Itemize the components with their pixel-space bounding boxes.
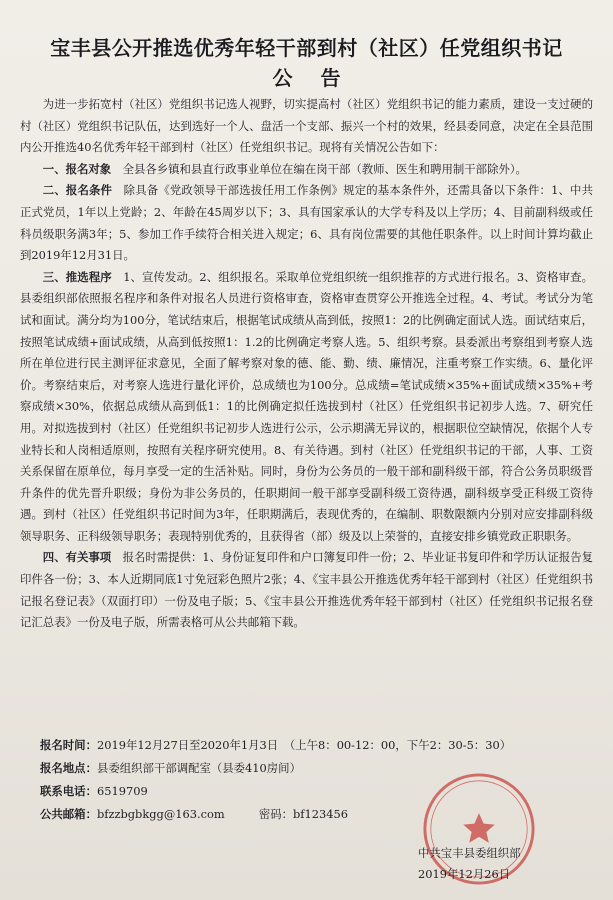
public-email-label: 公共邮箱： [40,807,97,821]
notice-subtitle: 公告 [272,66,369,90]
section-3 [20,267,593,548]
contact-phone-value: 6519709 [96,784,148,798]
registration-time-label: 报名时间： [40,738,97,752]
seal-star-icon [463,813,494,843]
contact-phone-label: 联系电话： [40,784,97,798]
password-label: 密码： [258,807,294,821]
password-value: bf123456 [293,807,349,821]
section-1-text: 全县各乡镇和县直行政事业单位在编在岗干部（教师、医生和聘用制干部除外）。 [122,161,527,176]
issuing-organization: 中共宝丰县委组织部 [418,846,521,860]
section-2-heading: 二、报名条件 [42,183,113,198]
section-1-heading: 一、报名对象 [42,161,112,176]
issue-date: 2019年12月26日 [418,867,511,881]
registration-hours: （上午8：00-12：00，下午2：30-5：30） [289,738,512,752]
section-4-text: 报名时需提供：1、身份证复印件和户口簿复印件一份；2、毕业证书复印件和学历认证报告复印件各一份；3、本人近期同底1寸免冠彩色照片2张；4、《宝丰县公开推选优秀年轻干部到村（社区）任党组织书记报名登记表》（双面打印）一份及电子版；5、《宝丰县公开推选优秀年轻干部到村（社区）任党组织书记报名登记汇总表》一份及电子版，所需表格可从公共邮箱下载。 [20,550,593,630]
section-3-heading: 三、推选程序 [42,269,112,284]
section-1 [20,159,593,181]
notice-title: 宝丰县公开推选优秀年轻干部到村（社区）任党组织书记 [50,36,563,60]
section-3-text: 1、宣传发动。2、组织报名。采取单位党组织统一组织推荐的方式进行报名。3、资格审查。县委组织部依照报名程序和条件对报名人员进行资格审查，资格审查贯穿公开推选全过程。4、考试。考试分为笔试和面试。满分均为100分，笔试结束后，根据笔试成绩从高到低，按照1：2的比例确定面试人选。面试结束后，按照笔试成绩+面试成绩，从高到低按照1：1.2的比例确定考察人选。5、组织考察。县委派出考察组到考察人选所在单位进行民主测评征求意见，全面了解考察对象的德、能、勤、绩、廉情况，注重考察工作实绩。6、量化评价。考察结束后，对考察人选进行量化评价，总成绩也为100分。总成绩=笔试成绩×35%+面试成绩×35%+考察成绩×30%，依据总成绩从高到低1：1的比例确定拟任选拔到村（社区）任党组织书记初步人选。7、研究任用。对拟选拔到村（社区）任党组织书记初步人选进行公示，公示期满无异议的，根据职位空缺情况，依据个人专业特长和人岗相适原则，按照有关程序研究使用。8、有关待遇。到村（社区）任党组织书记的干部，人事、工资关系保留在原单位，每月享受一定的生活补贴。同时，身份为公务员的一般干部和副科级干部，符合公务员职级晋升条件的优先晋升职级；身份为非公务员的，任职期间一般干部享受副科级工资待遇，副科级享受正科级工资待遇。到村（社区）任党组织书记时间为3年，任职期满后，表现优秀的，在编制、职数限额内分别对应安排副科级领导职务、正科级领导职务；表现特别优秀的，且获得省（部）级及以上荣誉的，直接安排乡镇党政正职职务。 [20,269,593,543]
intro-paragraph: 为进一步拓宽村（社区）党组织书记选人视野，切实提高村（社区）党组织书记的能力素质，建设一支过硬的村（社区）党组织书记队伍，达到选好一个人、盘活一个支部、振兴一个村的效果，经县委同意，决定在全县范围内公开推选40名优秀年轻干部到村（社区）任党组织书记。现将有关情况公告如下： [20,97,593,155]
public-email-value: bfzzbgbkgg@163.com [96,807,225,821]
registration-place-label: 报名地点： [40,761,97,775]
registration-time-row [40,735,600,755]
notice-body [20,94,593,634]
section-2-text: 除具备《党政领导干部选拔任用工作条例》规定的基本条件外，还需具备以下条件：1、中共正式党员，1年以上党龄；2、年龄在45周岁以下；3、具有国家承认的大学专科及以上学历；4、目前副科级或任科员级职务满3年；5、参加工作手续符合相关进入规定；6、具有岗位需要的其他任职条件。以上时间计算均截止到2019年12月31日。 [20,183,593,263]
section-2 [20,180,593,266]
section-4-heading: 四、有关事项 [42,550,112,565]
registration-place-value: 县委组织部干部调配室（县委410房间） [96,761,301,775]
registration-time-value: 2019年12月27日至2020年1月3日 [96,738,279,752]
section-4 [20,547,593,633]
